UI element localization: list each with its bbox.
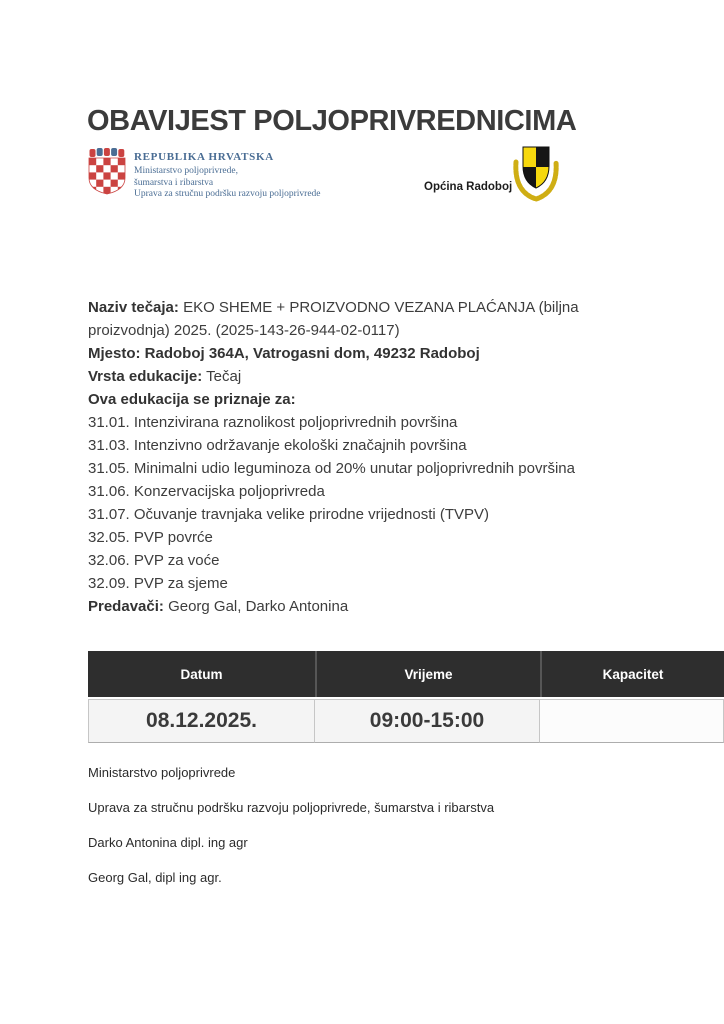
footer-line-georg: Georg Gal, dipl ing agr. xyxy=(88,870,222,885)
recognition-item: 31.03. Intenzivno održavanje ekološki značajnih površina xyxy=(88,437,467,454)
schedule-table xyxy=(88,651,724,743)
recognition-item: 31.01. Intenzivirana raznolikost poljoprivrednih površina xyxy=(88,414,458,431)
recognition-heading: Ova edukacija se priznaje za: xyxy=(88,391,296,408)
header-cell-datum: Datum xyxy=(88,651,315,697)
ministry-line-ministarstvo: Ministarstvo poljoprivrede, xyxy=(134,166,238,176)
ministry-line-uprava: Uprava za stručnu podršku razvoju poljoprivrede xyxy=(134,189,321,199)
header-cell-vrijeme: Vrijeme xyxy=(315,651,540,697)
footer-line-ministry: Ministarstvo poljoprivrede xyxy=(88,765,236,780)
ministry-logo xyxy=(88,148,321,201)
recognition-item: 32.06. PVP za voće xyxy=(88,552,220,569)
schedule-table-header-row xyxy=(88,651,724,697)
course-type-value: Tečaj xyxy=(206,368,242,385)
ministry-text-block xyxy=(134,148,321,201)
page-title: OBAVIJEST POLJOPRIVREDNICIMA xyxy=(87,105,577,138)
course-location-line xyxy=(88,342,645,365)
footer-line-uprava: Uprava za stručnu podršku razvoju poljoprivrede, šumarstva i ribarstva xyxy=(88,800,495,815)
course-name-label: Naziv tečaja: xyxy=(88,299,179,316)
ministry-line-sumarstva: šumarstva i ribarstva xyxy=(134,177,214,188)
cell-datum: 08.12.2025. xyxy=(88,699,315,743)
recognition-item: 32.05. PVP povrće xyxy=(88,529,213,546)
course-name-line xyxy=(88,296,645,342)
course-location-value: Mjesto: Radoboj 364A, Vatrogasni dom, 49232 Radoboj xyxy=(88,345,480,362)
recognition-item: 31.06. Konzervacijska poljoprivreda xyxy=(88,483,325,500)
lecturers-value: Georg Gal, Darko Antonina xyxy=(168,598,349,615)
recognition-item: 31.07. Očuvanje travnjaka velike prirodne vrijednosti (TVPV) xyxy=(88,506,490,523)
recognition-item: 32.09. PVP za sjeme xyxy=(88,575,228,592)
footer-line-darko: Darko Antonina dipl. ing agr xyxy=(88,835,248,850)
lecturers-line xyxy=(88,595,645,618)
course-name-value: EKO SHEME + PROIZVODNO VEZANA PLAĆANJA (biljna proizvodnja) 2025. (2025-143-26-944-02-0117) xyxy=(88,299,579,339)
recognition-item: 31.05. Minimalni udio leguminoza od 20% unutar poljoprivrednih površina xyxy=(88,460,575,477)
course-type-label: Vrsta edukacije: xyxy=(88,368,203,385)
course-type-line xyxy=(88,365,645,388)
cell-vrijeme: 09:00-15:00 xyxy=(315,699,540,743)
cell-kapacitet xyxy=(540,699,724,743)
header-cell-kapacitet: Kapacitet xyxy=(540,651,724,697)
course-details xyxy=(88,296,645,618)
radoboj-coat-of-arms-icon xyxy=(511,146,561,202)
croatia-coat-of-arms-icon xyxy=(88,148,126,198)
schedule-table-data-row xyxy=(88,699,724,743)
footer-notes xyxy=(88,766,494,906)
lecturers-label: Predavači: xyxy=(88,598,164,615)
municipality-label: Općina Radoboj xyxy=(424,181,513,193)
ministry-line-republika: REPUBLIKA HRVATSKA xyxy=(134,151,274,163)
